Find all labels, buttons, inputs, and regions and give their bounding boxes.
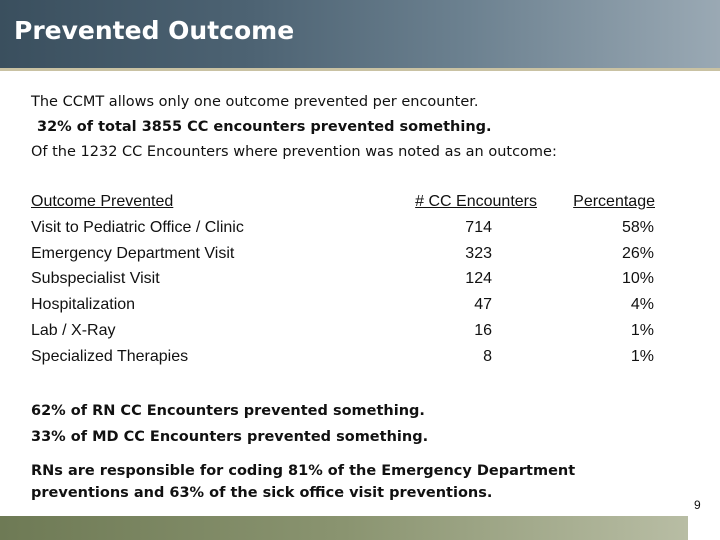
cell-outcome: Specialized Therapies [31, 347, 189, 365]
cell-percentage: 10% [621, 270, 654, 288]
table-row [0, 243, 720, 269]
cell-encounters: 16 [474, 321, 492, 339]
cell-encounters: 714 [465, 218, 492, 236]
table-row [0, 320, 720, 346]
responsibility-note: RNs are responsible for coding 81% of the Emergency Department preventions and 63% of the sick office visit preventions. [31, 463, 576, 501]
header-encounters: # CC Encounters [415, 193, 537, 210]
table-row [0, 294, 720, 320]
intro-line-2: 32% of total 3855 CC encounters prevented something. [37, 119, 492, 135]
cell-percentage: 58% [621, 218, 654, 236]
table-row [0, 268, 720, 294]
cell-percentage: 4% [630, 296, 654, 314]
cell-encounters: 124 [465, 270, 492, 288]
rn-summary-line: 62% of RN CC Encounters prevented something. [31, 403, 425, 419]
cell-encounters: 323 [465, 244, 492, 262]
cell-percentage: 26% [621, 244, 654, 262]
cell-outcome: Emergency Department Visit [31, 244, 235, 262]
intro-line-3: Of the 1232 CC Encounters where prevention was noted as an outcome: [31, 144, 557, 160]
outcome-table [0, 191, 720, 372]
table-row [0, 217, 720, 243]
title-divider [0, 68, 720, 71]
page-number: 9 [694, 498, 701, 512]
title-bar [0, 0, 720, 68]
header-outcome: Outcome Prevented [31, 193, 174, 210]
cell-encounters: 8 [483, 347, 492, 365]
table-header-row [0, 191, 720, 217]
cell-outcome: Visit to Pediatric Office / Clinic [31, 218, 244, 236]
slide-title: Prevented Outcome [14, 16, 295, 45]
cell-encounters: 47 [474, 296, 492, 314]
cell-outcome: Hospitalization [31, 296, 136, 314]
footer-bar [0, 516, 688, 540]
header-percentage: Percentage [573, 193, 655, 210]
rn-md-summary [31, 398, 428, 450]
cell-percentage: 1% [630, 321, 654, 339]
cell-outcome: Lab / X-Ray [31, 321, 116, 339]
table-row [0, 346, 720, 372]
md-summary-line: 33% of MD CC Encounters prevented something. [31, 429, 429, 445]
intro-line-1: The CCMT allows only one outcome prevented per encounter. [31, 94, 479, 110]
cell-percentage: 1% [630, 347, 654, 365]
cell-outcome: Subspecialist Visit [31, 270, 160, 288]
intro-text [31, 90, 557, 165]
